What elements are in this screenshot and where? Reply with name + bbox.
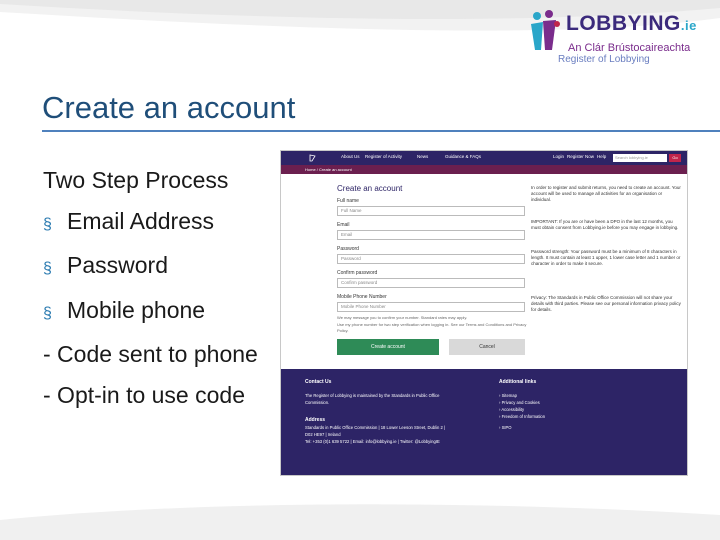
nav-register-activity[interactable]: Register of Activity — [365, 154, 403, 159]
search-input[interactable]: Search lobbying.ie — [613, 154, 667, 162]
slide-footer-swoosh — [0, 480, 720, 540]
list-item: Two Step Process — [43, 167, 229, 193]
footer-address-heading: Address — [305, 417, 326, 423]
nav-login[interactable]: Login — [553, 154, 565, 159]
footer-contact-text: The Register of Lobbying is maintained by the Standards in Public Office — [305, 393, 440, 398]
footer-address-line: Standards in Public Office Commission | 18 Lower Leeson Street, Dublin 2 | — [305, 425, 446, 430]
page-title: Create an account — [42, 90, 296, 125]
footer-links-heading: Additional links — [499, 379, 537, 385]
mobile-input[interactable]: Mobile Phone Number — [337, 302, 525, 312]
people-logo-icon — [528, 10, 562, 54]
site-footer — [281, 369, 688, 476]
logo-english-subtitle: Register of Lobbying — [558, 54, 650, 65]
mobile-label: Mobile Phone Number — [337, 294, 387, 300]
logo-wordmark: LOBBYING.ie — [566, 12, 697, 35]
info-intro: In order to register and submit returns, you need to create an account. Your account will be used to manage all activities for an organisation or individual. — [531, 185, 681, 203]
nav-help[interactable]: Help — [597, 154, 607, 159]
title-divider — [42, 130, 720, 132]
email-label: Email — [337, 222, 350, 228]
footer-contact-text: Commission. — [305, 400, 330, 405]
footer-contact-details[interactable]: Tel: +353 (0)1 639 5722 | Email: info@lobbying.ie | Twitter: @LobbyingIE — [305, 439, 440, 444]
lobbying-logo — [528, 8, 718, 66]
list-item: § Mobile phone — [43, 296, 206, 323]
info-privacy: Privacy: The Standards in Public Office Commission will not share your details with third parties. Please see our personal information privacy policy for details. — [531, 295, 681, 313]
confirm-password-label: Confirm password — [337, 270, 378, 276]
nav-register-now[interactable]: Register Now — [567, 154, 595, 159]
breadcrumb: Home / Create an account — [281, 165, 688, 174]
optin-note: Use my phone number for two step verification when logging in. See our Terms and Conditions and Privacy Policy. — [337, 322, 527, 333]
footer-link-sitemap[interactable]: › Sitemap — [499, 393, 517, 398]
password-input[interactable]: Password — [337, 254, 525, 264]
create-account-button[interactable]: Create account — [337, 339, 439, 355]
full-name-label: Full name — [337, 198, 359, 204]
list-item: § Email Address — [43, 207, 215, 234]
full-name-input[interactable]: Full Name — [337, 206, 525, 216]
bullet-list — [43, 160, 258, 415]
list-item: § Password — [43, 252, 168, 278]
form-heading: Create an account — [337, 184, 403, 193]
footer-address-line: D02 HE97 | Ireland — [305, 432, 341, 437]
logo-irish-subtitle: An Clár Brústocaireachta — [568, 42, 691, 54]
list-item: - Opt-in to use code — [43, 381, 245, 408]
harp-logo-icon — [309, 154, 316, 162]
footer-link-accessibility[interactable]: › Accessibility — [499, 407, 525, 412]
mobile-note: We may message you to confirm your number. Standard rates may apply. — [337, 315, 468, 320]
nav-about[interactable]: About Us — [341, 154, 360, 159]
footer-link-sipo[interactable]: › SIPO — [499, 425, 512, 430]
info-important: IMPORTANT: If you are or have been a DPO in the last 12 months, you must obtain consent from Lobbying.ie before you may engage in lobbying. — [531, 219, 679, 231]
nav-guidance[interactable]: Guidance & FAQs — [445, 154, 482, 159]
search-button[interactable]: Go — [669, 154, 681, 162]
email-input[interactable]: Email — [337, 230, 525, 240]
cancel-button[interactable]: Cancel — [449, 339, 525, 355]
footer-link-privacy[interactable]: › Privacy and Cookies — [499, 400, 540, 405]
site-nav-bar — [281, 151, 688, 165]
info-password-strength: Password strength: Your password must be a minimum of 8 characters in length. It must contain at least 1 upper, 1 lower case letter and 1 number or character in order to make it secure. — [531, 249, 681, 267]
list-item: - Code sent to phone — [43, 341, 258, 367]
nav-news[interactable]: News — [417, 154, 429, 159]
create-account-screenshot — [280, 150, 688, 476]
password-label: Password — [337, 246, 359, 252]
footer-link-foi[interactable]: › Freedom of Information — [499, 414, 546, 419]
confirm-password-input[interactable]: Confirm password — [337, 278, 525, 288]
footer-contact-heading: Contact Us — [305, 379, 332, 385]
